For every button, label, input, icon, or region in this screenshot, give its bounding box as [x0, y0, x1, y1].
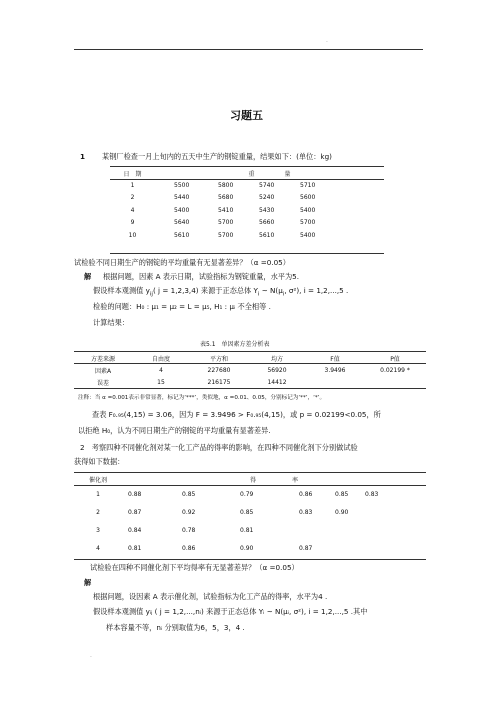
cell: 227680: [207, 366, 231, 374]
table-header-row: [74, 352, 426, 364]
cell: 5680: [218, 194, 234, 202]
cell: 5800: [218, 182, 234, 190]
column-header: 均方: [270, 355, 283, 363]
anova-caption: 表5.1 单因素方差分析表: [200, 341, 270, 348]
cell: 0.88: [128, 490, 142, 498]
cell: 0.87: [299, 544, 313, 552]
cell: 5440: [174, 194, 190, 202]
cell: 15: [157, 378, 165, 386]
cell: 0.86: [299, 490, 313, 498]
cell: [299, 521, 335, 539]
problem-1-text: 某钢厂检查一月上旬内的五天中生产的钢锭重量，结果如下：(单位：kg): [102, 152, 332, 161]
problem-2-intro-1: 2 考察四种不同催化剂对某一化工产品的得率的影响，在四种不同催化剂下分别做试验: [80, 443, 358, 452]
table2-bottom-rule: [74, 559, 426, 560]
cell: 2: [96, 508, 100, 516]
table-row: [74, 376, 426, 388]
table-row: [110, 229, 384, 241]
column-header: F值: [330, 355, 340, 363]
solution-line-4: 计算结果：: [93, 318, 129, 327]
problem-1-number: 1: [80, 152, 86, 161]
solution-line-3: 检验的问题：H₀ : μ₁ = μ₂ = L = μ₅, H₁ : μᵢ 不全相等 .: [93, 302, 271, 311]
cell: 4: [96, 544, 100, 552]
cell: 0.81: [128, 544, 142, 552]
cell: 0.86: [182, 544, 196, 552]
cell: 0.83: [299, 508, 313, 516]
cell: 5400: [174, 206, 190, 214]
cell: 0.02199 *: [380, 366, 410, 374]
cell: 4: [159, 366, 163, 374]
table-row: [74, 539, 426, 557]
solution-line-1: 根据问题，因素 A 表示日期，试验指标为钢锭重量，水平为5.: [103, 272, 300, 281]
cell: 5430: [259, 206, 275, 214]
table-row: [110, 204, 384, 216]
anova-bottom-rule: [74, 388, 426, 389]
cell: 5400: [300, 231, 316, 239]
table-row: [74, 521, 426, 539]
table-header-row: [110, 167, 384, 179]
cell: 0.90: [240, 544, 254, 552]
cell: 0.92: [182, 508, 196, 516]
cell: [365, 503, 426, 521]
cell: 5240: [259, 194, 275, 202]
solution-2-line-1: 根据问题，设因素 A 表示催化剂，试验指标为化工产品的得率，水平为4 .: [93, 592, 328, 601]
page-title: 习题五: [230, 109, 263, 122]
cell: 0.90: [335, 508, 349, 516]
cell: 0.85: [182, 490, 196, 498]
cell: 3.9496: [324, 366, 346, 374]
header-rule: [74, 49, 423, 50]
table-row: [74, 503, 426, 521]
formula-part: 假设样本观测值 y: [93, 286, 150, 295]
column-header: 平方和: [209, 355, 228, 363]
cell: 5700: [300, 219, 316, 227]
catalyst-yield-table: [74, 473, 426, 557]
cell: 5710: [300, 182, 316, 190]
problem-2-question: 试检验在四种不同催化剂下平均得率有无显著差异？（α =0.05）: [90, 563, 299, 572]
cell: 0.81: [240, 526, 254, 534]
col-catalyst-header: 催化剂: [88, 476, 107, 484]
cell: 5640: [174, 219, 190, 227]
cell: 9: [130, 219, 135, 227]
cell: 5700: [218, 219, 234, 227]
problem-1-question: 试检验不同日期生产的钢锭的平均重量有无显著差异？（α =0.05）: [74, 258, 290, 267]
cell: [365, 521, 426, 539]
footer-dot: .: [90, 652, 92, 659]
table-row: [110, 179, 384, 191]
cell: [306, 376, 364, 388]
table-header-row: [74, 473, 426, 485]
cell: 5410: [218, 206, 234, 214]
conclusion-line-2: 以拒绝 H₀，认为不同日期生产的钢锭的平均重量有显著差异.: [78, 426, 271, 435]
steel-weight-table: [110, 167, 384, 241]
cell: 5660: [259, 219, 275, 227]
header-dot: .: [326, 37, 328, 44]
cell: 因素A: [94, 367, 112, 375]
conclusion-line-1: 查表 F₀.₉₅(4,15) = 3.06，因为 F = 3.9496 > F₀.₉₅(4,15)，或 p = 0.02199<0.05，所: [92, 410, 381, 419]
cell: 0.85: [335, 490, 349, 498]
cell: 10: [128, 231, 137, 239]
cell: 216175: [207, 378, 231, 386]
formula-part: , σ²), i = 1,2,...,5 .: [284, 286, 349, 295]
cell: 56920: [267, 366, 287, 374]
cell: [365, 539, 426, 557]
column-header: 自由度: [151, 355, 170, 363]
cell: 0.79: [240, 490, 254, 498]
cell: 5500: [174, 182, 190, 190]
cell: 5610: [259, 231, 275, 239]
table-row: [74, 364, 426, 376]
cell: [335, 539, 365, 557]
cell: 误差: [96, 379, 109, 387]
cell: 5610: [174, 231, 190, 239]
cell: 0.85: [240, 508, 254, 516]
solution-2-line-2: 假设样本观测值 yᵢⱼ ( j = 1,2,...,nᵢ) 来源于正态总体 Yᵢ ~ N(μᵢ, σ²), i = 1,2,...,5 .其中: [93, 607, 368, 616]
cell: 0.78: [182, 526, 196, 534]
table-row: [110, 217, 384, 229]
cell: 0.83: [365, 490, 379, 498]
formula-part: ~ N(μ: [259, 286, 283, 295]
solution-2-label: 解: [84, 578, 92, 587]
table-row: [110, 192, 384, 204]
formula-part: ( j = 1,2,3,4) 来源于正态总体 Y: [152, 286, 258, 295]
col-yield-header: 得 率: [249, 476, 298, 484]
cell: 5740: [259, 182, 275, 190]
column-header: P值: [390, 355, 400, 363]
col-weight-header: 重 量: [248, 170, 291, 178]
cell: 0.84: [128, 526, 142, 534]
cell: [364, 376, 426, 388]
cell: 1: [130, 182, 135, 190]
col-day-header: 日 期: [123, 170, 142, 178]
anova-table: [74, 352, 426, 388]
cell: 4: [130, 206, 135, 214]
cell: 5400: [300, 206, 316, 214]
cell: 5700: [218, 231, 234, 239]
cell: 3: [96, 526, 100, 534]
solution-label: 解: [84, 272, 92, 281]
table-row: [74, 485, 426, 503]
cell: 0.87: [128, 508, 142, 516]
column-header: 方差来源: [90, 355, 115, 363]
cell: 1: [96, 490, 100, 498]
cell: 14412: [267, 378, 287, 386]
cell: 5600: [300, 194, 316, 202]
table1-bottom-rule: [110, 253, 384, 254]
cell: [335, 521, 365, 539]
problem-2-intro-2: 获得如下数据：: [74, 457, 125, 466]
solution-2-line-3: 样本容量不等，nᵢ 分别取值为6，5，3，4 .: [106, 623, 245, 632]
anova-note: 注释：当 α =0.001表示非常显著，标记为‘***’，类似地，α =0.01、0.05，分别标记为‘**’，‘*’。: [78, 395, 326, 401]
solution-line-2: 假设样本观测值 $y_{ij}$( j = 1,2,3,4) 来源于正态总体 $Y_i$ ~ $N(\mu_i$, σ²), i = 1,2,...,5 .: [93, 286, 349, 298]
cell: 2: [130, 194, 135, 202]
